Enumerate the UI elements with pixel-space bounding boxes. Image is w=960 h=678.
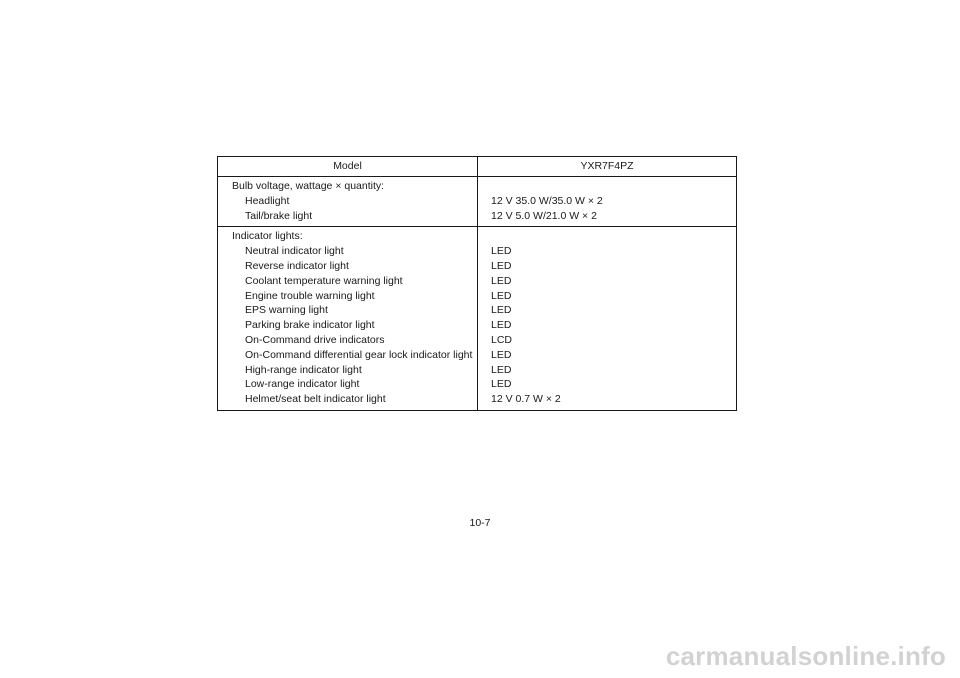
table-header: [218, 157, 736, 177]
header-model-value: YXR7F4PZ: [580, 160, 634, 172]
row-value: LED: [491, 245, 512, 258]
row-label: On-Command drive indicators: [245, 333, 385, 346]
indicator-section: [218, 227, 736, 410]
table-row: [218, 259, 736, 274]
table-row: [218, 194, 736, 209]
section-title-row: [218, 229, 736, 244]
table-row: [218, 289, 736, 304]
table-row: [218, 244, 736, 259]
table-row: [218, 333, 736, 348]
row-label: Headlight: [245, 194, 290, 207]
empty-value: [478, 229, 736, 244]
bulb-section: [218, 177, 736, 227]
table-row: [218, 209, 736, 224]
row-value: LED: [491, 348, 512, 361]
row-label: Parking brake indicator light: [245, 319, 375, 332]
specifications-table: [217, 156, 737, 411]
table-row: [218, 274, 736, 289]
row-label: Tail/brake light: [245, 209, 313, 222]
row-value: LED: [491, 378, 512, 391]
table-row: [218, 348, 736, 363]
row-label: Coolant temperature warning light: [245, 274, 403, 287]
row-value: LCD: [491, 333, 513, 346]
row-value: LED: [491, 319, 512, 332]
table-row: [218, 377, 736, 392]
row-value: LED: [491, 304, 512, 317]
row-value: LED: [491, 274, 512, 287]
table-row: [218, 363, 736, 378]
row-label: EPS warning light: [245, 304, 328, 317]
table-row: [218, 303, 736, 318]
row-value: 12 V 0.7 W × 2: [491, 393, 561, 406]
row-label: Neutral indicator light: [245, 245, 344, 258]
row-label: Helmet/seat belt indicator light: [245, 393, 386, 406]
row-value: 12 V 5.0 W/21.0 W × 2: [491, 209, 597, 222]
row-value: 12 V 35.0 W/35.0 W × 2: [491, 194, 603, 207]
row-label: High-range indicator light: [245, 363, 362, 376]
indicator-section-title: Indicator lights:: [232, 230, 303, 243]
empty-value: [478, 179, 736, 194]
row-value: LED: [491, 289, 512, 302]
row-label: On-Command differential gear lock indicator light: [245, 348, 473, 361]
row-label: Low-range indicator light: [245, 378, 360, 391]
header-model-label: Model: [218, 157, 478, 176]
row-value: LED: [491, 259, 512, 272]
bulb-section-title: Bulb voltage, wattage × quantity:: [232, 180, 385, 192]
section-title-row: [218, 179, 736, 194]
row-value: LED: [491, 363, 512, 376]
page-number: 10-7: [469, 517, 491, 529]
table-row: [218, 392, 736, 407]
site-watermark: carmanualsonline.info: [665, 641, 946, 671]
table-row: [218, 318, 736, 333]
row-label: Engine trouble warning light: [245, 289, 375, 302]
row-label: Reverse indicator light: [245, 259, 349, 272]
